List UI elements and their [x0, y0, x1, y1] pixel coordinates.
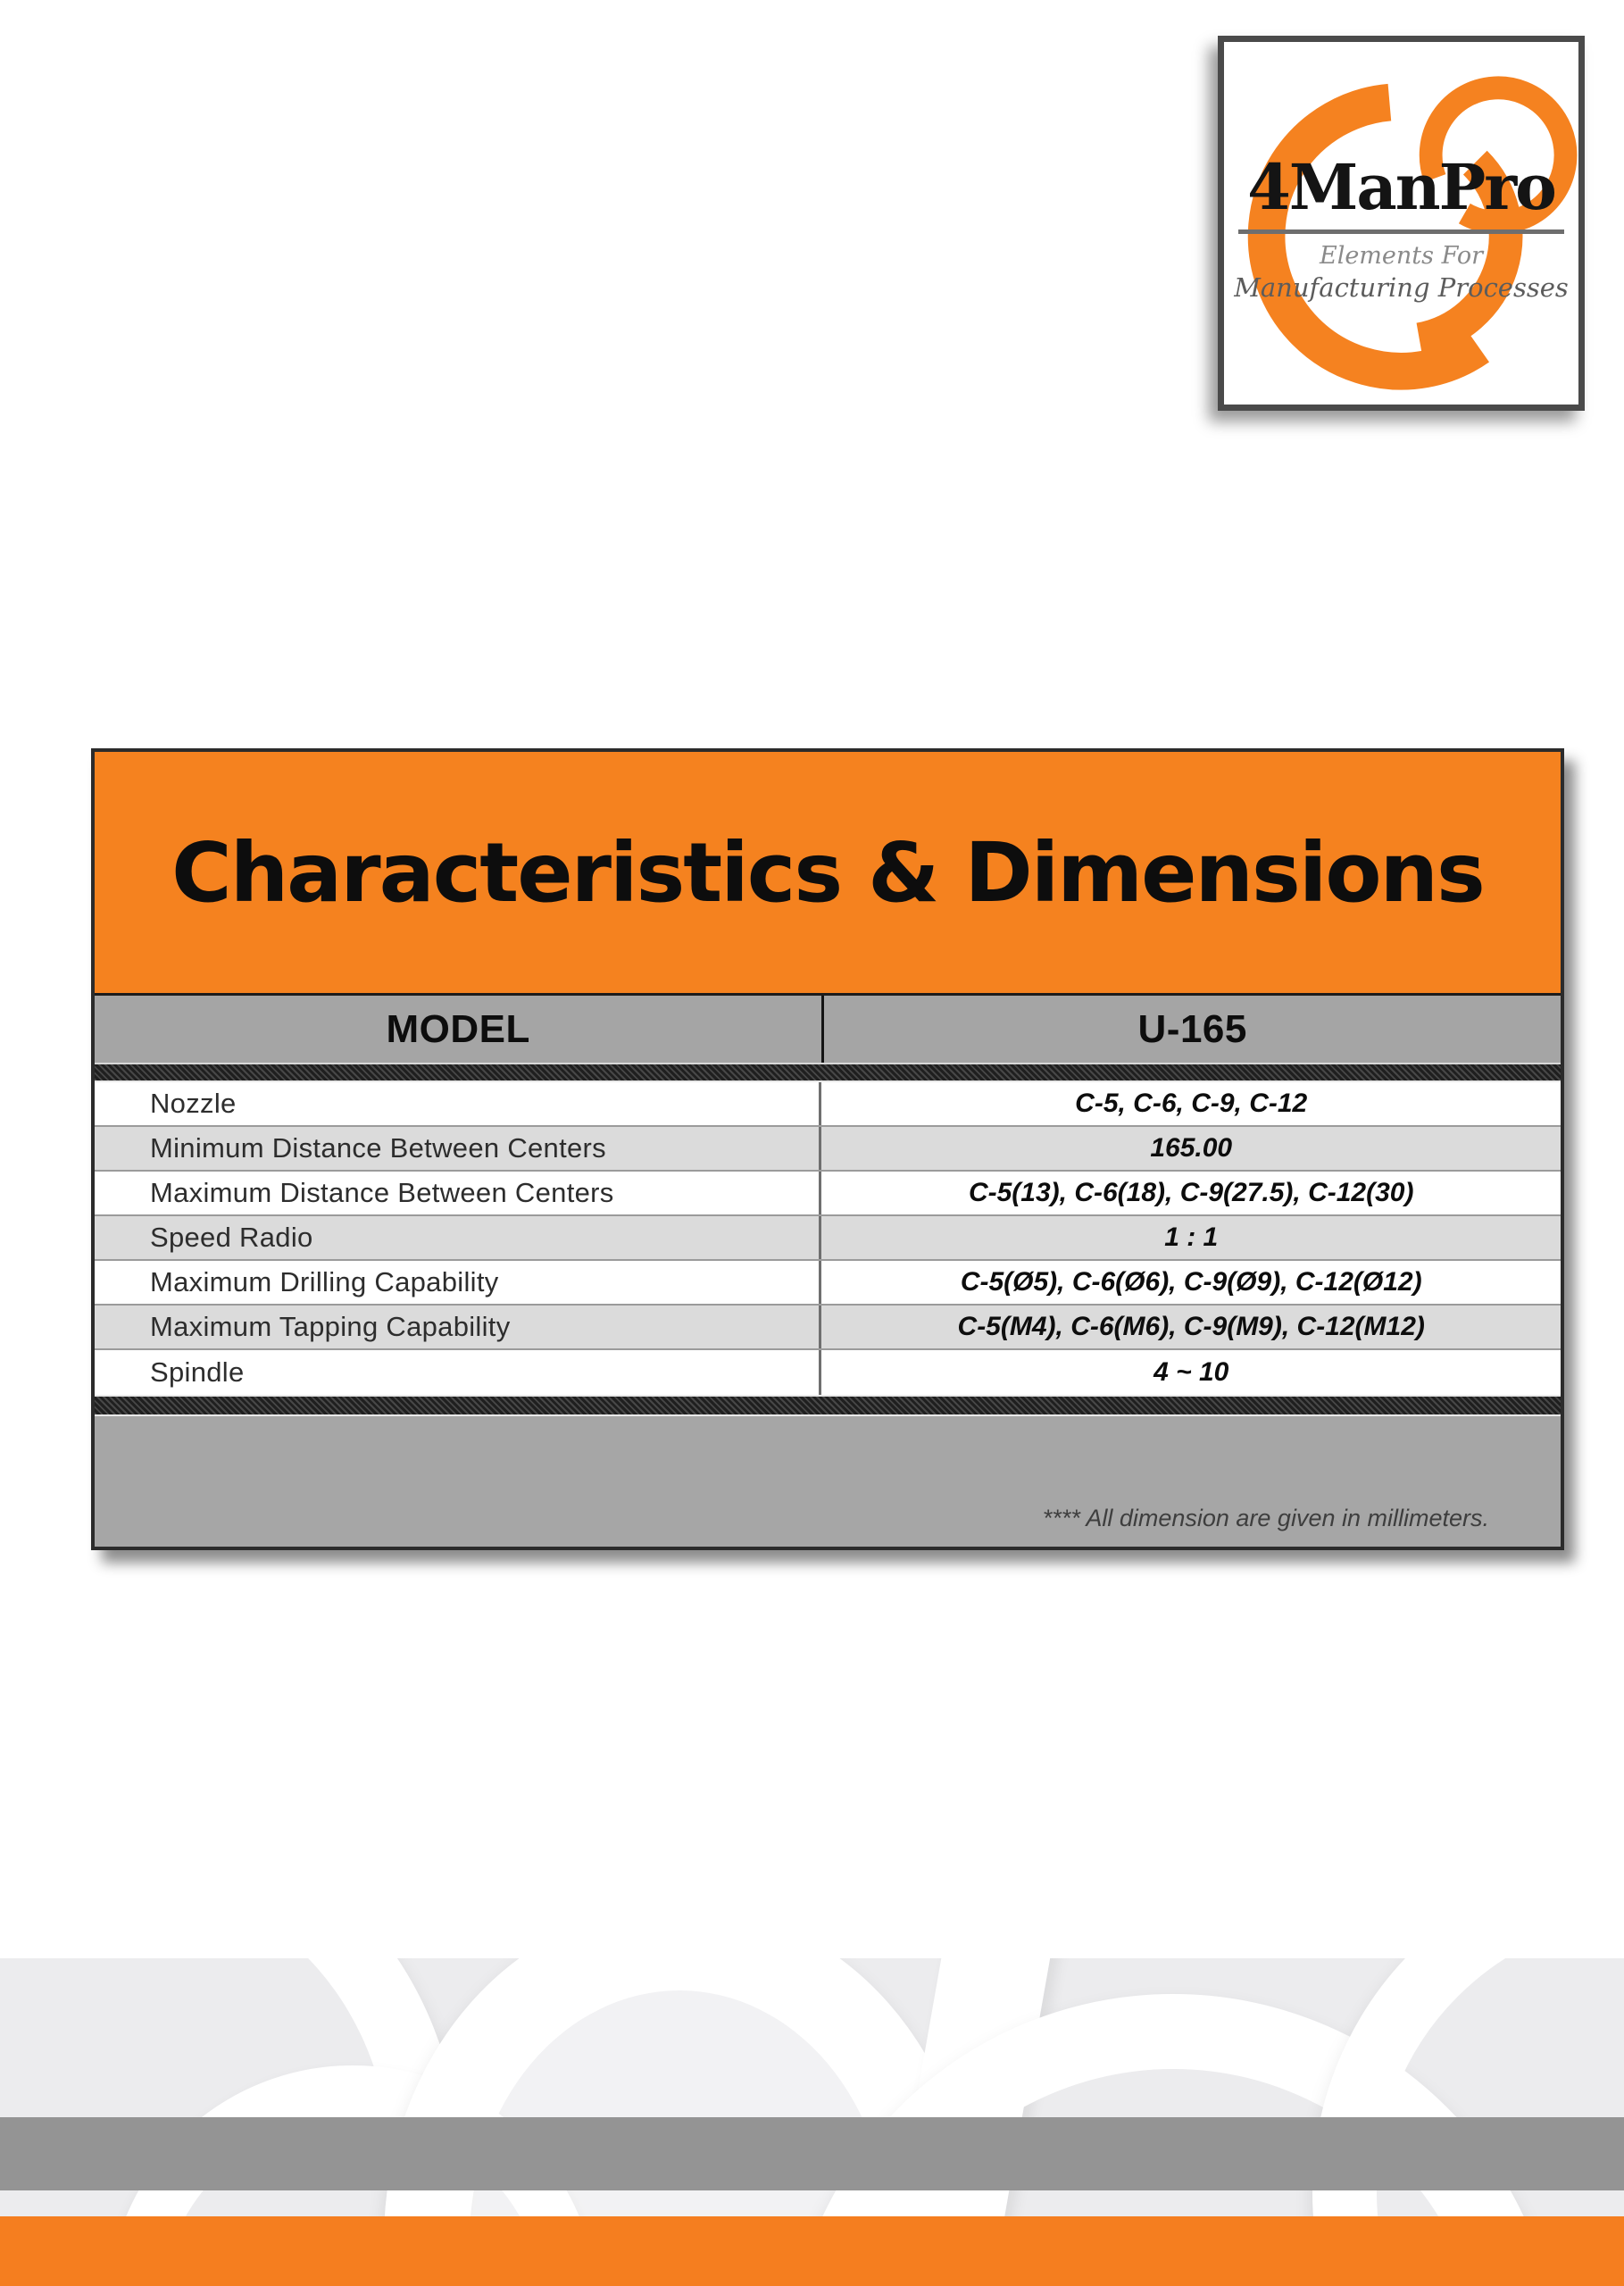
row-label: Maximum Tapping Capability	[95, 1306, 821, 1348]
table-row	[95, 1306, 1561, 1350]
row-value: 1 : 1	[1164, 1222, 1219, 1252]
brand-tagline-line2: Manufacturing Processes	[1234, 272, 1569, 303]
brand-name: 4ManPro	[1247, 150, 1555, 224]
row-value: C-5(M4), C-6(M6), C-9(M9), C-12(M12)	[957, 1312, 1425, 1341]
bottom-gray-band	[0, 2117, 1624, 2190]
table-footer	[95, 1416, 1561, 1547]
row-label: Spindle	[95, 1350, 821, 1395]
spec-table-card	[91, 748, 1564, 1550]
row-value: C-5(13), C-6(18), C-9(27.5), C-12(30)	[968, 1178, 1414, 1207]
table-row	[95, 1127, 1561, 1172]
header-model-value: U-165	[1137, 1006, 1247, 1051]
hatch-divider-bottom	[95, 1395, 1561, 1416]
page-title: Characteristics & Dimensions	[171, 824, 1484, 921]
dimensions-footnote: **** All dimension are given in millimeters.	[1042, 1505, 1489, 1531]
row-label: Minimum Distance Between Centers	[95, 1127, 821, 1170]
row-value: 4 ~ 10	[1153, 1357, 1229, 1387]
table-header-row	[95, 996, 1561, 1064]
brand-logo	[1224, 42, 1578, 405]
spec-rows	[95, 1082, 1561, 1395]
row-label: Maximum Distance Between Centers	[95, 1172, 821, 1214]
table-row	[95, 1082, 1561, 1127]
table-row	[95, 1216, 1561, 1261]
row-label: Speed Radio	[95, 1216, 821, 1259]
bottom-orange-band	[0, 2216, 1624, 2286]
brand-tagline-line1: Elements For	[1319, 242, 1483, 270]
brand-logo-card	[1218, 36, 1585, 411]
bottom-decoration	[0, 1958, 1624, 2286]
brand-divider	[1238, 229, 1564, 234]
table-row	[95, 1172, 1561, 1216]
hatch-divider-top	[95, 1064, 1561, 1082]
title-band	[95, 752, 1561, 996]
row-label: Nozzle	[95, 1082, 821, 1125]
table-row	[95, 1261, 1561, 1306]
table-row	[95, 1350, 1561, 1395]
row-value: 165.00	[1150, 1133, 1233, 1163]
row-label: Maximum Drilling Capability	[95, 1261, 821, 1304]
row-value: C-5, C-6, C-9, C-12	[1075, 1089, 1308, 1118]
row-value: C-5(Ø5), C-6(Ø6), C-9(Ø9), C-12(Ø12)	[960, 1267, 1422, 1297]
header-model-label: MODEL	[95, 996, 824, 1063]
